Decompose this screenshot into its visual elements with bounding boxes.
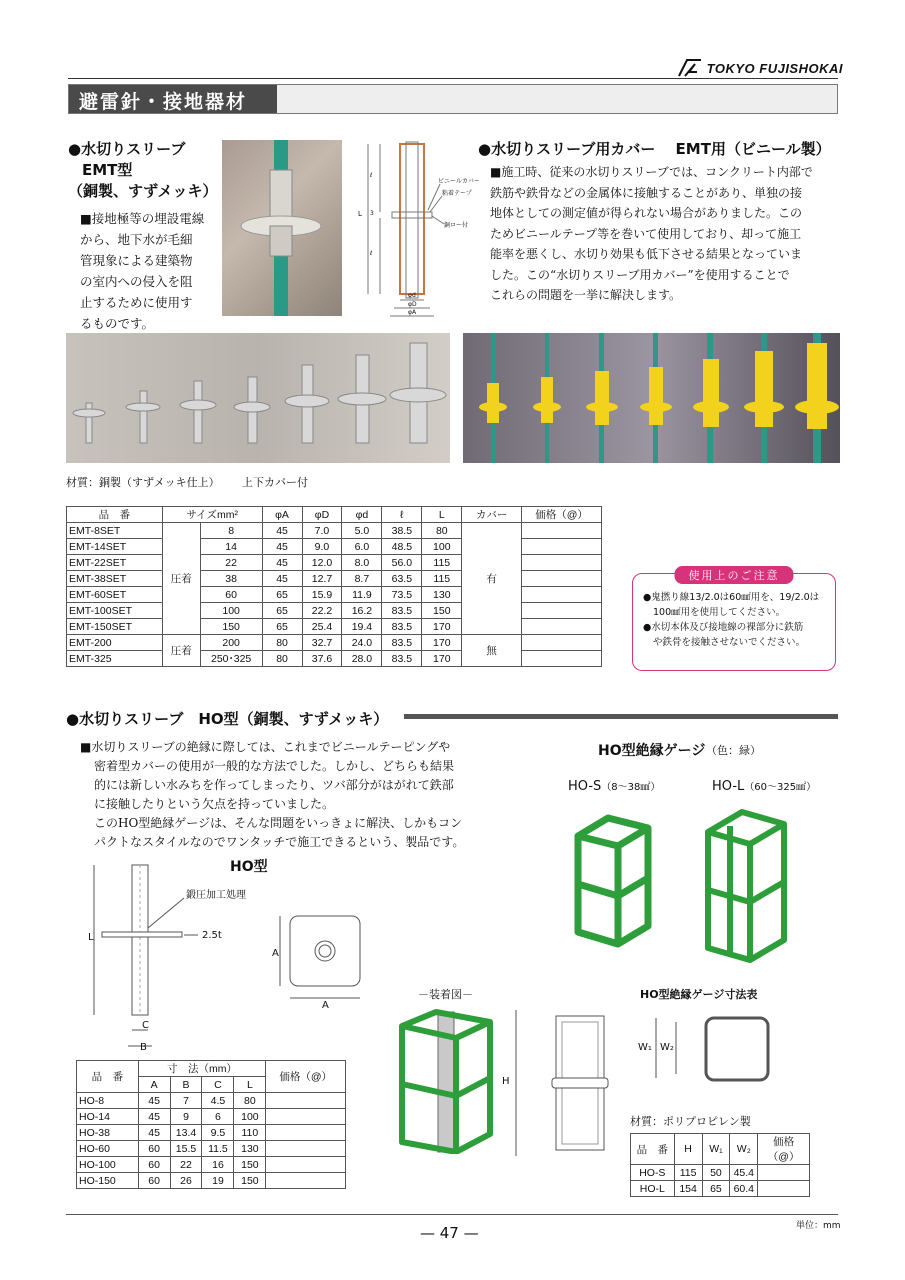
gauge-l-image xyxy=(700,806,792,966)
header-rule xyxy=(68,78,838,79)
page-number: — 47 — xyxy=(420,1224,479,1242)
table-header-row: 品 番 寸 法（mm） 価格（@） xyxy=(77,1061,346,1077)
gauge-material: 材質：ポリプロピレン製 xyxy=(630,1115,751,1128)
table-row: EMT-14SET 14 45 9.0 6.0 48.5 100 xyxy=(67,539,602,555)
ho-dimension-diagram: 鍛圧加工処理 L 2.5t C B A A xyxy=(80,860,380,1055)
ho-heading-rule xyxy=(404,714,838,719)
ho-spec-table xyxy=(76,1060,346,1189)
table-header-row: 品 番 H W₁ W₂ 価格（@） xyxy=(631,1134,810,1165)
install-image xyxy=(396,1004,496,1154)
table-row: EMT-38SET 38 45 12.7 8.7 63.5 115 xyxy=(67,571,602,587)
install-title: －装着図－ xyxy=(418,988,473,1001)
table-row: HO-14 45 9 6 100 xyxy=(77,1109,346,1125)
ho-heading: ●水切りスリーブ HO型（銅製、すずメッキ） xyxy=(66,710,389,728)
table-row: EMT-200 圧着 200 80 32.7 24.0 83.5 170 無 xyxy=(67,635,602,651)
section-title-bar xyxy=(68,84,838,114)
gauge-l-label: HO-L（60〜325㎟） xyxy=(712,779,817,794)
brand-name: TOKYO FUJISHOKAI xyxy=(706,60,843,76)
gauge-dim-title: HO型絶縁ゲージ寸法表 xyxy=(640,988,758,1001)
material-note: 材質：銅製（すずメッキ仕上） xyxy=(66,476,220,489)
ho-diagram-title: HO型 xyxy=(230,859,268,875)
emt-sleeve-photo xyxy=(222,140,342,316)
caution-body: ●鬼撚り線13/2.0は60㎟用を、19/2.0は 100㎟用を使用してください。 ●水切本体及び接地線の裸部分に鉄筋 や鉄骨を接触させないでください。 xyxy=(643,592,820,648)
gauge-title: HO型絶縁ゲージ xyxy=(598,743,706,759)
gauge-color: （色：緑） xyxy=(706,744,761,757)
cover-description: ■施工時、従来の水切りスリーブでは、コンクリート内部で 鉄筋や鉄骨などの金属体に接触することがあり、単独の接 地体としての測定値が得られない場合がありました。この ためビニールテープ等を巻いて使用しており、却って施工 能率を悪くし、水切り効果も低下させる結果となっていま した。この“水切りスリーブ用カバー”を使用することで これらの問題を一挙に解決します。 xyxy=(490,165,813,302)
install-dimension-diagram: H xyxy=(506,1006,616,1161)
caution-box xyxy=(632,569,836,671)
table-row: HO-38 45 13.4 9.5 110 xyxy=(77,1125,346,1141)
ho-description: ■水切りスリーブの絶縁に際しては、これまでビニールテーピングや 密着型カバーの使用が一般的な方法でした。しかし、どちらも結果 的には新しい水みちを作ってしまったり、ツバ部分がはがれて鉄部 に接触したりという欠点を持っていました。 このHO型絶縁ゲージは、そんな問題をいっきょに解決、しかもコン パクトなスタイルなのでワンタッチで施工できるという、製品です。 xyxy=(80,740,465,849)
table-header-row: 品 番 サイズmm² φA φD φd ℓ L カバー 価格（@） xyxy=(67,507,602,523)
emt-material: （銅製、すずメッキ） xyxy=(68,182,218,200)
emt-description: ■接地極等の埋設電線 から、地下水が毛細 管現象による建築物 の室内への侵入を阻 止するために使用す るものです。 xyxy=(80,211,205,331)
table-row: EMT-22SET 22 45 12.0 8.0 56.0 115 xyxy=(67,555,602,571)
cover-heading: ●水切りスリーブ用カバー EMT用（ビニール製） xyxy=(478,140,831,158)
table-row: HO-60 60 15.5 11.5 130 xyxy=(77,1141,346,1157)
caution-title: 使用上のご注意 xyxy=(675,566,794,584)
unit-note: 単位：mm xyxy=(796,1221,841,1231)
emt-model: EMT型 xyxy=(82,161,133,179)
gauge-s-label: HO-S（8〜38㎟） xyxy=(568,779,661,794)
cover-note: 上下カバー付 xyxy=(242,476,308,489)
gauge-spec-table xyxy=(630,1133,810,1197)
emt-cover-diagram: ビニールカバー 粘着テープ 銅ロー付 L ℓ 3 ℓ φd φD φA xyxy=(350,140,490,320)
gauge-section-diagram: W₁ W₂ xyxy=(636,1006,776,1086)
table-row: EMT-150SET 150 65 25.4 19.4 83.5 170 xyxy=(67,619,602,635)
emt-spec-table xyxy=(66,506,602,667)
gauge-s-image xyxy=(568,812,658,952)
logo-mark-icon xyxy=(677,58,703,78)
table-row: HO-150 60 26 19 150 xyxy=(77,1173,346,1189)
emt-heading: ●水切りスリーブ xyxy=(68,140,186,158)
table-row: HO-L 154 65 60.4 xyxy=(631,1181,810,1197)
brand-logo xyxy=(677,58,843,78)
table-row: EMT-8SET 圧着 8 45 7.0 5.0 38.5 80 有 xyxy=(67,523,602,539)
table-row: EMT-60SET 60 65 15.9 11.9 73.5 130 xyxy=(67,587,602,603)
section-title: 避雷針・接地器材 xyxy=(79,91,248,113)
table-row: HO-8 45 7 4.5 80 xyxy=(77,1093,346,1109)
table-row: EMT-325 250･325 80 37.6 28.0 83.5 170 xyxy=(67,651,602,667)
table-row: HO-100 60 22 16 150 xyxy=(77,1157,346,1173)
table-row: EMT-100SET 100 65 22.2 16.2 83.5 150 xyxy=(67,603,602,619)
table-header-row: A B C L xyxy=(77,1077,346,1093)
table-row: HO-S 115 50 45.4 xyxy=(631,1165,810,1181)
emt-lineup-photo xyxy=(66,333,450,463)
cover-lineup-photo xyxy=(463,333,840,463)
footer-rule xyxy=(66,1214,838,1215)
